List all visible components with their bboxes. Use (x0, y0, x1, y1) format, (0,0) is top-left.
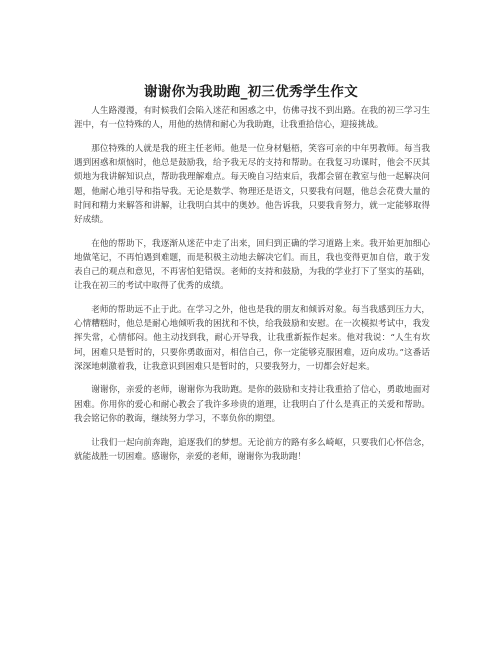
document-title: 谢谢你为我助跑_初三优秀学生作文 (143, 84, 359, 100)
paragraph-1: 人生路漫漫，有时候我们会陷入迷茫和困惑之中，仿佛寻找不到出路。在我的初三学习生涯中，有一位特殊的人，用他的热情和耐心为我助跑，让我重拾信心，迎接挑战。 (74, 106, 430, 131)
paragraph-2: 那位特殊的人就是我的班主任老师。他是一位身材魁梧，笑容可亲的中年男教师。每当我遇到困惑和烦恼时，他总是鼓励我，给予我无尽的支持和帮助。在我复习功课时，他会不厌其烦地为我讲解知识点，帮助我理解难点。每天晚自习结束后，我都会留在教室与他一起解决问题，他耐心地引导和指导我。无论是数学、物理还是语文，只要我有问题，他总会花费大量的时间和精力来解答和讲解，让我明白其中的奥妙。他告诉我，只要我肯努力，就一定能够取得好成绩。 (74, 143, 430, 225)
paragraph-3: 在他的帮助下，我逐渐从迷茫中走了出来，回归到正确的学习道路上来。我开始更加细心地做笔记，不再怕遇到难题，而是积极主动地去解决它们。而且，我也变得更加自信，敢于发表自己的观点和意见，不再害怕犯错误。老师的支持和鼓励，为我的学业打下了坚实的基础，让我在初三的考试中取得了优秀的成绩。 (74, 238, 430, 292)
paragraph-5: 谢谢你，亲爱的老师，谢谢你为我助跑。是你的鼓励和支持让我重拾了信心，勇敢地面对困难。你用你的爱心和耐心教会了我许多珍贵的道理，让我明白了什么是真正的关爱和帮助。我会铭记你的教诲，继续努力学习，不辜负你的期望。 (74, 385, 430, 424)
document-body (74, 104, 430, 473)
paragraph-6: 让我们一起向前奔跑，追逐我们的梦想。无论前方的路有多么崎岖，只要我们心怀信念，就能战胜一切困难。感谢你，亲爱的老师，谢谢你为我助跑！ (74, 437, 430, 462)
paragraph-4: 老师的帮助远不止于此。在学习之外，他也是我的朋友和倾诉对象。每当我感到压力大，心情糟糕时，他总是耐心地倾听我的困扰和不快，给我鼓励和安慰。在一次模拟考试中，我发挥失常，心情郁闷。他主动找到我，耐心开导我，让我重新振作起来。他对我说：“人生有坎坷，困难只是暂时的，只要你勇敢面对，相信自己，你一定能够克服困难，迈向成功。”这番话深深地刺激着我，让我意识到困难只是暂时的，只要我努力，一切都会好起来。 (74, 304, 430, 372)
